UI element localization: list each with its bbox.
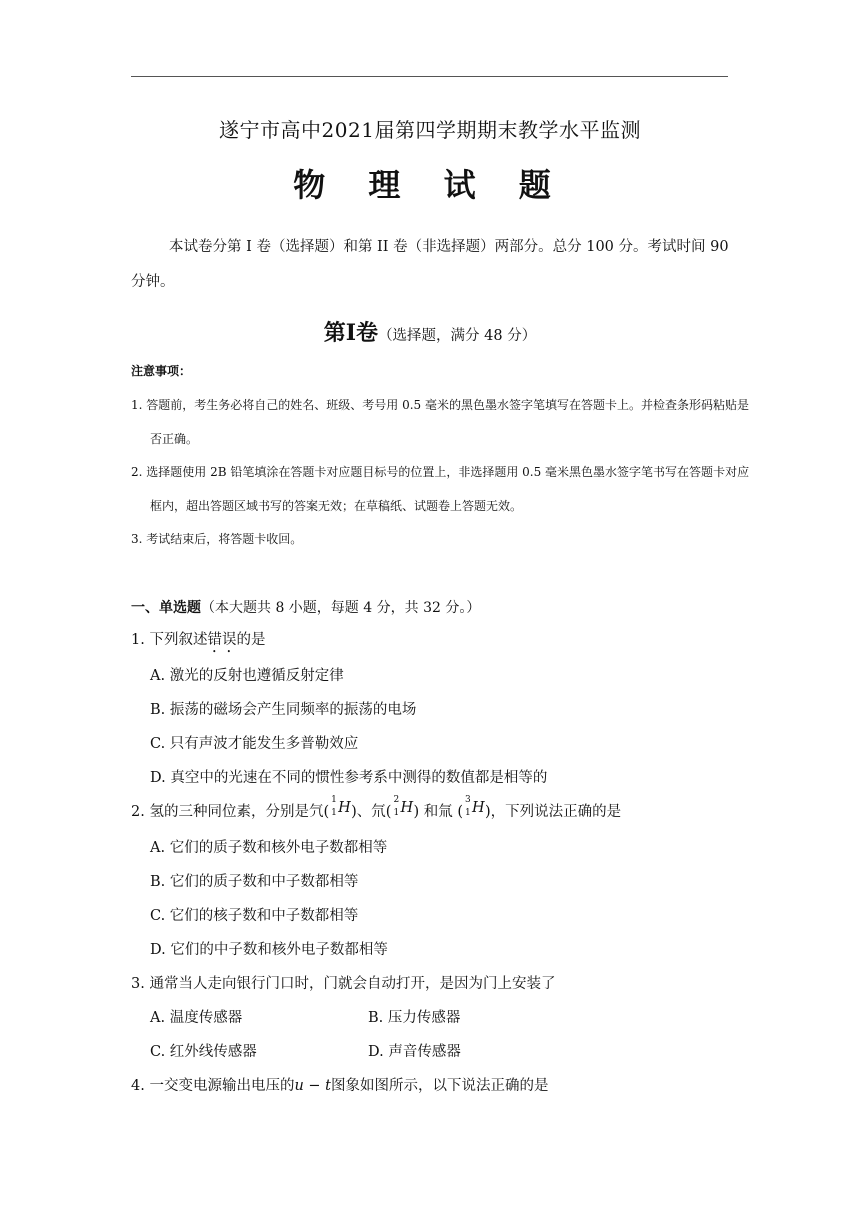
note-1-line-1: 1. 答题前，考生务必将自己的姓名、班级、考号用 0.5 毫米的黑色墨水签字笔填写在答题卡上。并检查条形码粘贴是 <box>131 398 749 412</box>
q2-part-3: ) 和氚 ( <box>413 804 463 820</box>
q3-option-d: D. 声音传感器 <box>368 1044 461 1060</box>
q2-option-d: D. 它们的中子数和核外电子数都相等 <box>150 942 388 958</box>
q1-option-a: A. 激光的反射也遵循反射定律 <box>150 668 344 684</box>
exam-intro: 本试卷分第 I 卷（选择题）和第 II 卷（非选择题）两部分。总分 100 分。考试时间 90 分钟。 <box>131 239 729 290</box>
q4-math: u − t <box>294 1078 331 1094</box>
exam-header: 遂宁市高中2021届第四学期期末教学水平监测 <box>219 118 641 142</box>
q2-option-b: B. 它们的质子数和中子数都相等 <box>150 874 359 890</box>
question-3: 3. 通常当人走向银行门口时，门就会自动打开，是因为门上安装了 <box>131 976 556 992</box>
q1-option-c: C. 只有声波才能发生多普勒效应 <box>150 736 359 752</box>
q1-prefix: 1. 下列叙述 <box>131 632 208 648</box>
section-1-title: 一、单选题 <box>131 600 201 616</box>
header-rule <box>131 76 728 77</box>
q1-suffix: 的是 <box>236 632 266 648</box>
q3-option-a: A. 温度传感器 <box>150 1010 243 1026</box>
q1-emphasis: 错误 <box>207 632 237 648</box>
subject-title: 物 理 试 题 <box>293 166 567 204</box>
q2-part-1: 2. 氢的三种同位素，分别是氕( <box>131 804 330 820</box>
notes-heading: 注意事项： <box>131 364 192 378</box>
section-1-heading <box>131 597 480 617</box>
q3-option-c: C. 红外线传感器 <box>150 1044 257 1060</box>
question-4 <box>131 1074 549 1095</box>
protium-symbol: 1 1 H <box>331 795 351 818</box>
q4-suffix: 图象如图所示，以下说法正确的是 <box>331 1078 549 1094</box>
section-1-desc: （本大题共 8 小题，每题 4 分，共 32 分。） <box>201 600 481 616</box>
q2-part-2: )、氘( <box>351 804 392 820</box>
q2-option-c: C. 它们的核子数和中子数都相等 <box>150 908 359 924</box>
volume-heading <box>0 316 860 347</box>
question-2 <box>131 795 622 821</box>
note-2-line-2: 框内，超出答题区域书写的答案无效；在草稿纸、试题卷上答题无效。 <box>150 499 523 513</box>
q2-part-4: )，下列说法正确的是 <box>484 804 622 820</box>
note-2-line-1: 2. 选择题使用 2B 铅笔填涂在答题卡对应题目标号的位置上，非选择题用 0.5 毫米黑色墨水签字笔书写在答题卡对应 <box>131 465 750 479</box>
q3-option-b: B. 压力传感器 <box>368 1010 461 1026</box>
tritium-symbol: 3 1 H <box>464 795 485 818</box>
volume-note: （选择题，满分 48 分） <box>378 328 537 344</box>
note-1-line-2: 否正确。 <box>150 432 199 446</box>
question-1 <box>131 628 265 656</box>
volume-title: 第Ⅰ卷 <box>323 320 379 346</box>
q4-prefix: 4. 一交变电源输出电压的 <box>131 1078 295 1094</box>
note-3: 3. 考试结束后，将答题卡收回。 <box>131 532 303 546</box>
q1-option-b: B. 振荡的磁场会产生同频率的振荡的电场 <box>150 702 417 718</box>
q1-option-d: D. 真空中的光速在不同的惯性参考系中测得的数值都是相等的 <box>150 770 548 786</box>
deuterium-symbol: 2 1 H <box>393 795 414 818</box>
q2-option-a: A. 它们的质子数和核外电子数都相等 <box>150 840 388 856</box>
